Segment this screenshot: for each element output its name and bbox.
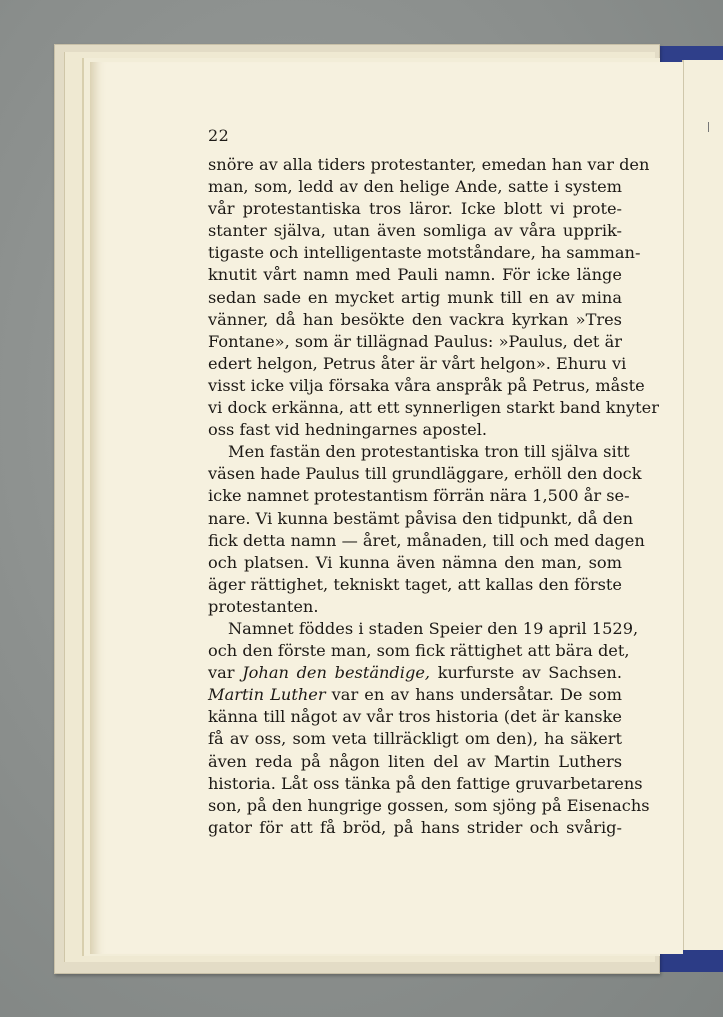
text-line	[208, 662, 622, 684]
text-line: stanter själva, utan även somliga av våra upprik-	[208, 221, 622, 241]
text-line: historia. Låt oss tänka på den fattige gruvarbetarens	[208, 773, 643, 793]
italic-name: Martin Luther	[208, 685, 326, 705]
text-line: väsen hade Paulus till grundläggare, erhöll den dock	[208, 464, 642, 484]
text-line: Fontane», som är tillägnad Paulus: »Paulus, det är	[208, 331, 622, 351]
text-line: son, på den hungrige gossen, som sjöng på Eisenachs	[208, 795, 650, 815]
text-line: edert helgon, Petrus åter är vårt helgon». Ehuru vi	[208, 353, 627, 373]
text-line: oss fast vid hedningarnes apostel.	[208, 420, 488, 440]
text-line: och platsen. Vi kunna även nämna den man, som	[208, 552, 622, 572]
text-line: tigaste och intelligentaste motståndare, ha samman-	[208, 243, 641, 263]
text-line: protestanten.	[208, 596, 319, 616]
text-line: snöre av alla tiders protestanter, emedan han var den	[208, 155, 650, 174]
text-line: känna till något av vår tros historia (det är kanske	[208, 707, 622, 727]
text-line: man, som, ledd av den helige Ande, satte i system	[208, 177, 622, 197]
text-line: knutit vårt namn med Pauli namn. För icke länge	[208, 265, 622, 285]
text-line: icke namnet protestantism förrän nära 1,500 år se-	[208, 486, 630, 506]
body-text	[208, 154, 660, 839]
text-line: vår protestantiska tros läror. Icke blott vi prote-	[208, 199, 622, 219]
text-line: nare. Vi kunna bestämt påvisa den tidpunkt, då den	[208, 508, 634, 528]
text-line: vänner, då han besökte den vackra kyrkan »Tres	[208, 309, 622, 329]
text-line: visst icke vilja försaka våra anspråk på Petrus, måste	[208, 375, 645, 395]
text-line: sedan sade en mycket artig munk till en av mina	[208, 287, 622, 307]
text-line: Men fastän den protestantiska tron till själva sitt	[228, 442, 630, 462]
text-line: fick detta namn — året, månaden, till och med dagen	[208, 530, 645, 550]
text-line: få av oss, som veta tillräckligt om den), ha säkert	[208, 729, 622, 749]
text-line-segment: var	[208, 663, 243, 683]
text-line	[208, 684, 622, 706]
text-line: gator för att få bröd, på hans strider och svårig-	[208, 817, 622, 837]
text-line-segment: kurfurste av Sachsen.	[430, 663, 622, 683]
text-line: äger rättighet, tekniskt taget, att kallas den förste	[208, 574, 622, 594]
text-line: och den förste man, som fick rättighet att bära det,	[208, 641, 630, 661]
italic-name: Johan den beständige,	[242, 663, 431, 683]
page-number: 22	[208, 126, 230, 145]
text-line-segment: var en av hans undersåtar. De som	[325, 685, 622, 705]
text-line: vi dock erkänna, att ett synnerligen starkt band knyter	[208, 398, 660, 418]
facing-page-mark	[708, 122, 709, 132]
text-line: Namnet föddes i staden Speier den 19 april 1529,	[228, 618, 639, 638]
text-line: även reda på någon liten del av Martin Luthers	[208, 751, 622, 771]
facing-page-edge	[682, 60, 723, 950]
